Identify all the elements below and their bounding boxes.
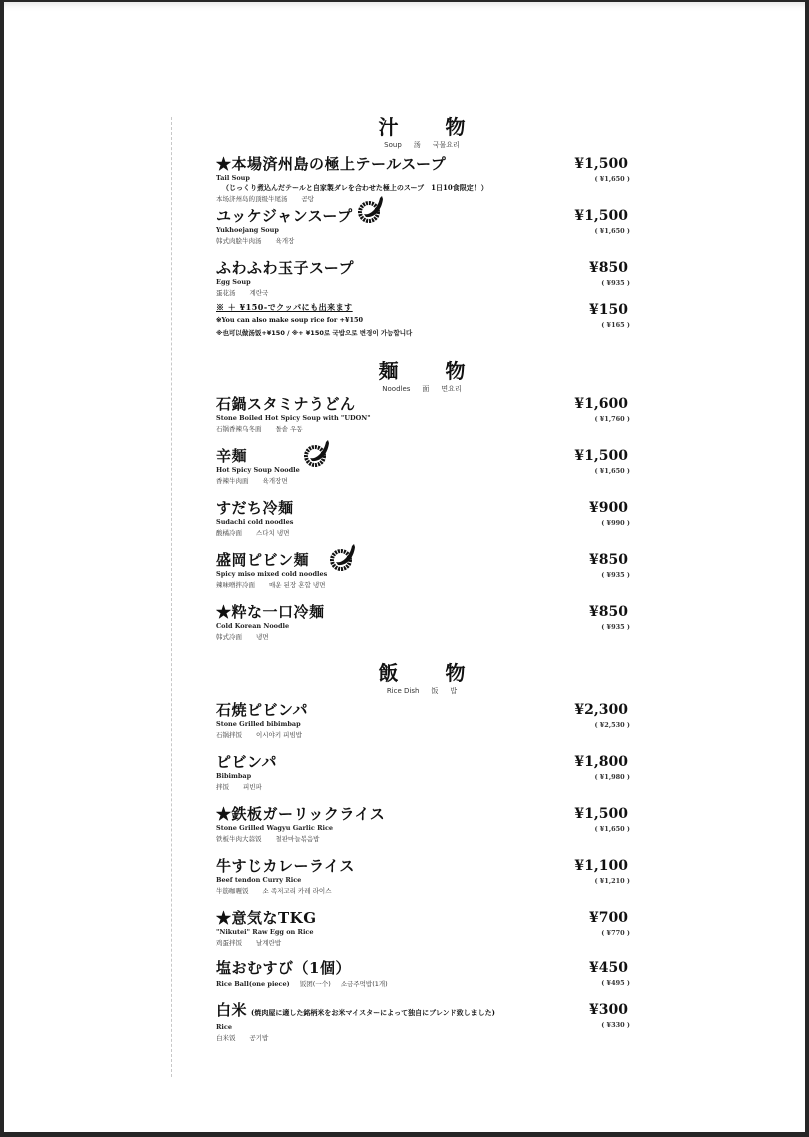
item-name: 石焼ピビンパ xyxy=(216,701,308,719)
item-price: ¥900 ( ¥990 ) xyxy=(589,500,630,527)
menu-item-tkg xyxy=(216,908,628,958)
item-price: ¥1,100 ( ¥1,210 ) xyxy=(574,858,630,885)
item-name: 盛岡ピビン麺 xyxy=(216,551,310,569)
item-english: Stone Grilled bibimbap xyxy=(216,720,301,728)
item-name: すだち冷麺 xyxy=(216,499,294,517)
item-english: Cold Korean Noodle xyxy=(216,622,290,630)
item-name: ★意気なTKG xyxy=(216,909,317,927)
item-price: ¥850 ( ¥935 ) xyxy=(589,604,630,631)
section-subtitle: Rice Dish 饭 밥 xyxy=(386,687,458,695)
item-name: ★本場済州島の極上テールスープ xyxy=(216,155,447,173)
item-translations: 白米饭 공기밥 xyxy=(216,1034,269,1042)
section-header-noodles xyxy=(216,358,628,394)
spicy-pepper-icon xyxy=(302,438,332,468)
menu-item-garlic-rice xyxy=(216,804,628,856)
menu-item-curry-rice xyxy=(216,856,628,908)
menu-item-sudachi-reimen xyxy=(216,498,628,550)
section-title: 飯 物 xyxy=(378,661,486,685)
option-price: ¥150 ( ¥165 ) xyxy=(589,302,630,329)
section-title: 麺 物 xyxy=(378,359,486,383)
item-english: "Nikutei" Raw Egg on Rice xyxy=(216,928,314,936)
item-translations: Rice Ball(one piece) 饭团(一个) 소금주먹밥(1개) xyxy=(216,980,388,988)
spicy-pepper-icon xyxy=(328,542,358,572)
item-price: ¥1,600 ( ¥1,760 ) xyxy=(574,396,630,423)
menu-item-ishiyaki-bibimbap xyxy=(216,700,628,752)
item-price: ¥850 ( ¥935 ) xyxy=(589,260,630,287)
item-english: Spicy miso mixed cold noodles xyxy=(216,570,328,578)
item-translations: 拌饭 피빈파 xyxy=(216,783,262,791)
item-price: ¥2,300 ( ¥2,530 ) xyxy=(574,702,630,729)
item-price: ¥850 ( ¥935 ) xyxy=(589,552,630,579)
menu-item-bibimbap xyxy=(216,752,628,804)
item-name: ★粋な一口冷麺 xyxy=(216,603,325,621)
option-title: ※ ＋ ¥150-でクッパにも出来ます xyxy=(216,302,353,312)
item-translations: 酸橘冷面 스다치 냉면 xyxy=(216,529,290,537)
item-english: Egg Soup xyxy=(216,278,251,286)
option-english: ※You can also make soup rice for +¥150 xyxy=(216,316,364,324)
item-name: ★鉄板ガーリックライス xyxy=(216,805,386,823)
item-note: (焼肉屋に適した銘柄米をお米マイスターによって独自にブレンド致しました) xyxy=(251,1008,495,1017)
item-description: （じっくり煮込んだテールと自家製ダレを合わせた極上のスープ 1日10食限定！） xyxy=(222,183,488,192)
item-english: Beef tendon Curry Rice xyxy=(216,876,302,884)
soup-rice-option xyxy=(216,300,628,358)
item-translations: 本场济州岛的顶级牛尾汤 곰탕 xyxy=(216,195,315,203)
item-translations: 香辣牛肉面 육개장면 xyxy=(216,477,288,485)
section-subtitle: Noodles 面 면요리 xyxy=(382,385,462,393)
item-english: Yukhoejang Soup xyxy=(216,226,279,234)
item-name: ユッケジャンスープ xyxy=(216,207,353,225)
item-name: 石鍋スタミナうどん xyxy=(216,395,356,413)
menu-item-stone-udon xyxy=(216,394,628,446)
item-translations: 鸡蛋拌饭 날계란밥 xyxy=(216,939,282,947)
item-english: Stone Grilled Wagyu Garlic Rice xyxy=(216,824,334,832)
menu-content xyxy=(216,114,628,1052)
item-translations: 蛋花汤 계란국 xyxy=(216,289,269,297)
menu-item-shio-omusubi xyxy=(216,958,628,1000)
item-english: Hot Spicy Soup Noodle xyxy=(216,466,300,474)
item-translations: 韩式肉脍牛肉汤 육개장 xyxy=(216,237,295,245)
option-translations: ※也可以做汤饭+¥150 / ※+ ¥150로 국밥으로 변경이 가능합니다 xyxy=(216,329,413,337)
item-price: ¥300 ( ¥330 ) xyxy=(589,1002,630,1029)
item-english: Rice xyxy=(216,1023,232,1031)
item-price: ¥1,500 ( ¥1,650 ) xyxy=(574,448,630,475)
item-price: ¥1,800 ( ¥1,980 ) xyxy=(574,754,630,781)
section-header-rice xyxy=(216,660,628,700)
menu-item-karamen xyxy=(216,446,628,498)
section-title: 汁 物 xyxy=(378,115,486,139)
menu-page xyxy=(4,2,805,1132)
item-name: ふわふわ玉子スープ xyxy=(216,259,355,277)
item-price: ¥1,500 ( ¥1,650 ) xyxy=(574,156,630,183)
item-price: ¥1,500 ( ¥1,650 ) xyxy=(574,208,630,235)
menu-item-tail-soup xyxy=(216,154,628,206)
item-translations: 辣味噌拌冷面 매운 된장 혼합 냉면 xyxy=(216,581,326,589)
item-price: ¥700 ( ¥770 ) xyxy=(589,910,630,937)
item-english: Tail Soup xyxy=(216,174,250,182)
section-subtitle: Soup 汤 국물요리 xyxy=(384,141,460,149)
menu-item-morioka-bibinmen xyxy=(216,550,628,602)
item-english: Stone Boiled Hot Spicy Soup with "UDON" xyxy=(216,414,371,422)
item-translations: 石锅香辣乌冬面 돌솥 우동 xyxy=(216,425,303,433)
item-price: ¥1,500 ( ¥1,650 ) xyxy=(574,806,630,833)
item-name: ピビンパ xyxy=(216,753,277,771)
left-guide-line xyxy=(171,117,172,1077)
item-name: 塩おむすび（1個） xyxy=(216,959,351,977)
section-header-soup xyxy=(216,114,628,154)
menu-item-hitokuchi-reimen xyxy=(216,602,628,660)
item-price: ¥450 ( ¥495 ) xyxy=(589,960,630,987)
menu-item-yukhoejang-soup xyxy=(216,206,628,258)
menu-item-egg-soup xyxy=(216,258,628,300)
item-english: Bibimbap xyxy=(216,772,252,780)
item-name: 辛麺 xyxy=(216,447,248,465)
menu-item-white-rice xyxy=(216,1000,628,1052)
item-translations: 韩式冷面 냉면 xyxy=(216,633,269,641)
item-english: Sudachi cold noodles xyxy=(216,518,294,526)
spicy-pepper-icon xyxy=(356,194,386,224)
item-translations: 牛筋咖喱饭 소 족저고리 카레 라이스 xyxy=(216,887,332,895)
item-translations: 铁板牛肉大蒜饭 철판마늘볶음밥 xyxy=(216,835,320,843)
item-translations: 石锅拌饭 이시야키 피빔밥 xyxy=(216,731,303,739)
item-name: 白米 (焼肉屋に適した銘柄米をお米マイスターによって独自にブレンド致しました) xyxy=(216,1001,495,1019)
item-name: 牛すじカレーライス xyxy=(216,857,355,875)
